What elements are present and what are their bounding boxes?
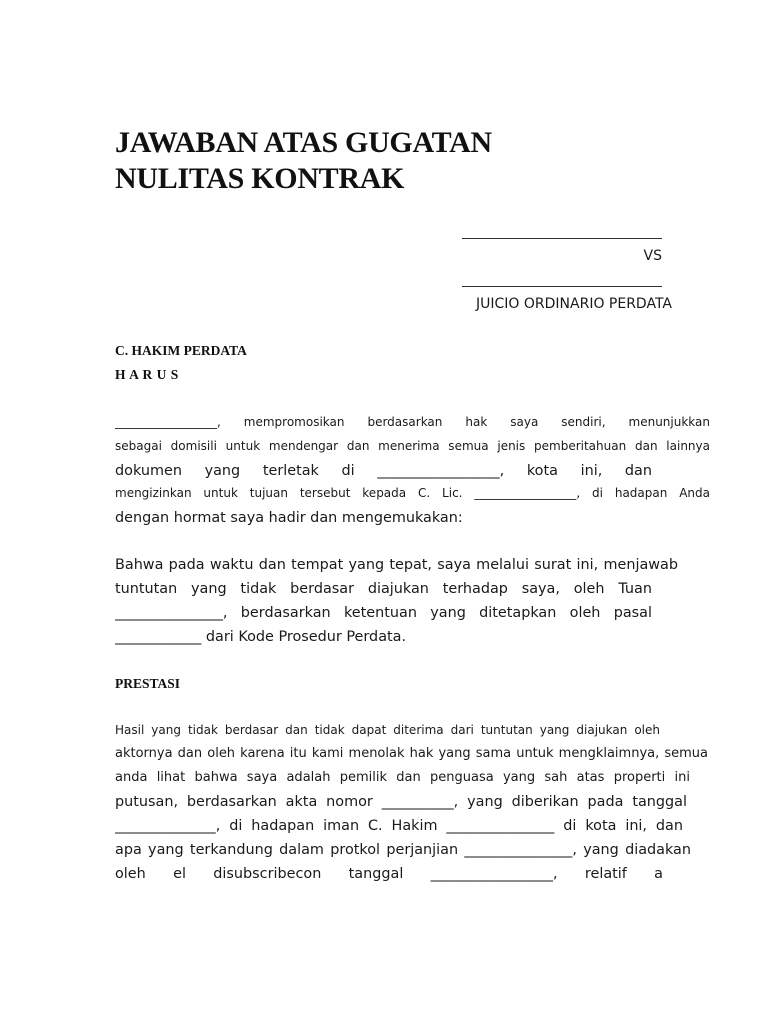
intro-line: mengizinkan untuk tujuan tersebut kepada C. Lic. _________________, di hadapan Anda [115, 486, 710, 500]
document-title-line-1: JAWABAN ATAS GUGATAN [115, 126, 492, 159]
prestasi-line: aktornya dan oleh karena itu kami menolak hak yang sama untuk mengklaimnya, semua [115, 746, 708, 761]
addressee-judge: C. HAKIM PERDATA [115, 343, 247, 358]
response-line: ____________ dari Kode Prosedur Perdata. [115, 629, 407, 645]
response-line: _______________, berdasarkan ketentuan yang ditetapkan oleh pasal [115, 605, 652, 621]
prestasi-line: ______________, di hadapan iman C. Hakim _______________ di kota ini, dan [115, 818, 683, 834]
prestasi-line: putusan, berdasarkan akta nomor __________, yang diberikan pada tanggal [115, 794, 687, 810]
document-title-line-2: NULITAS KONTRAK [115, 162, 405, 195]
versus-label: VS [643, 248, 662, 264]
case-type-label: JUICIO ORDINARIO PERDATA [476, 296, 672, 312]
intro-line: sebagai domisili untuk mendengar dan menerima semua jenis pemberitahuan dan lainnya [115, 439, 710, 453]
intro-line: _________________, mempromosikan berdasarkan hak saya sendiri, menunjukkan [115, 415, 710, 429]
intro-line: dokumen yang terletak di _________________, kota ini, dan [115, 463, 652, 479]
prestasi-heading: PRESTASI [115, 676, 181, 691]
addressee-harus: H A R U S [115, 367, 179, 382]
plaintiff-blank-line [462, 238, 662, 239]
prestasi-line: oleh el disubscribecon tanggal _________________, relatif a [115, 866, 663, 882]
prestasi-line: apa yang terkandung dalam protkol perjanjian _______________, yang diadakan [115, 842, 691, 858]
prestasi-line: Hasil yang tidak berdasar dan tidak dapat diterima dari tuntutan yang diajukan oleh [115, 723, 660, 737]
defendant-blank-line [462, 286, 662, 287]
response-line: Bahwa pada waktu dan tempat yang tepat, saya melalui surat ini, menjawab [115, 557, 678, 573]
response-line: tuntutan yang tidak berdasar diajukan terhadap saya, oleh Tuan [115, 581, 652, 597]
intro-line: dengan hormat saya hadir dan mengemukakan: [115, 510, 463, 526]
prestasi-line: anda lihat bahwa saya adalah pemilik dan penguasa yang sah atas properti ini [115, 770, 690, 785]
